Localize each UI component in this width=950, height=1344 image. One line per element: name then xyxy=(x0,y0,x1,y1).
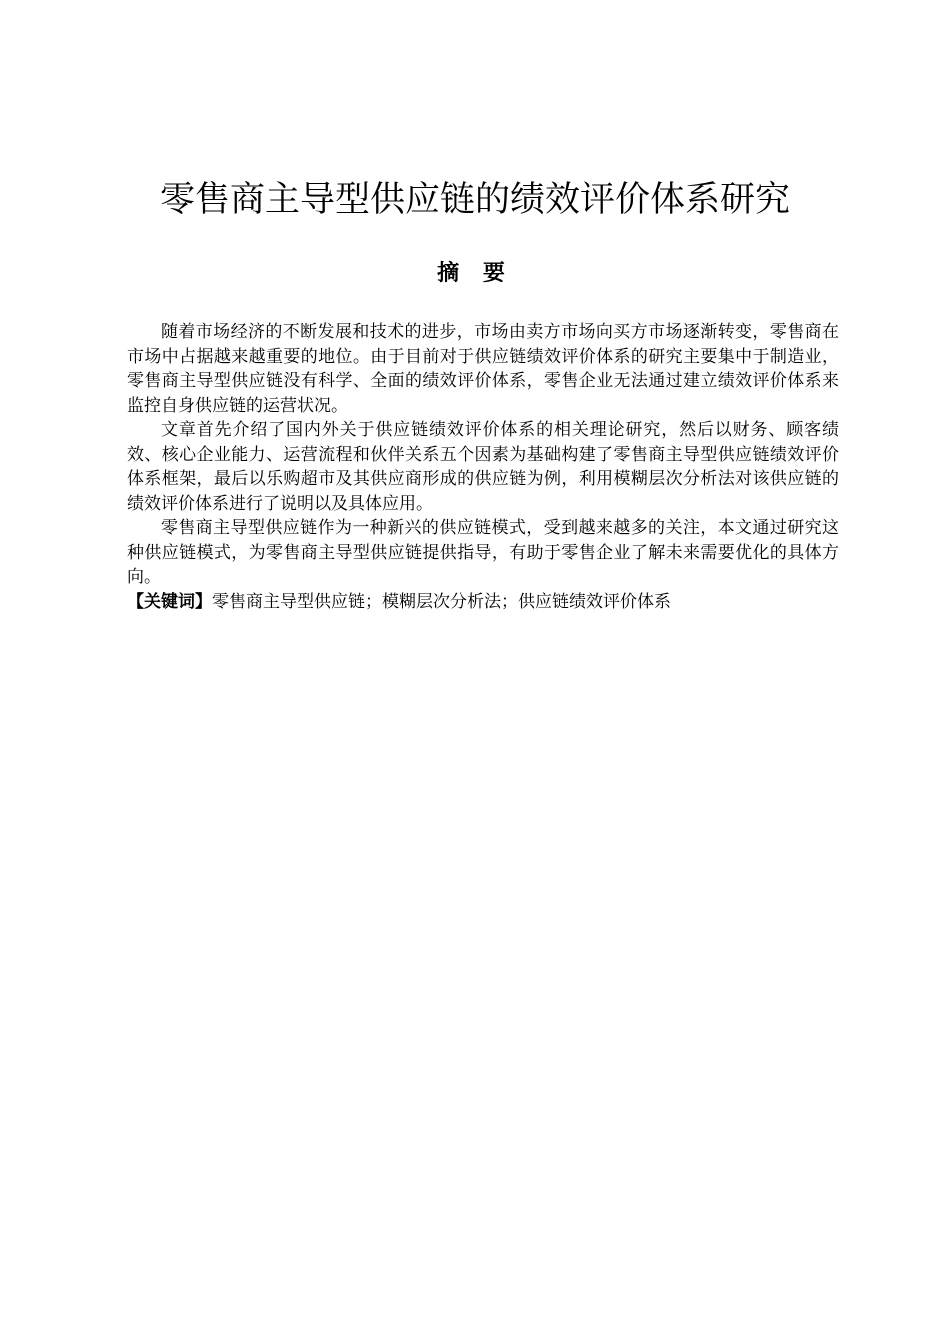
keywords-text: 零售商主导型供应链；模糊层次分析法；供应链绩效评价体系 xyxy=(212,591,671,612)
abstract-paragraph: 零售商主导型供应链作为一种新兴的供应链模式，受到越来越多的关注，本文通过研究这种供应链模式，为零售商主导型供应链提供指导，有助于零售企业了解未来需要优化的具体方向。 xyxy=(127,518,839,587)
keywords-label: 【关键词】 xyxy=(127,591,212,612)
keywords-line xyxy=(127,590,839,615)
document-title: 零售商主导型供应链的绩效评价体系研究 xyxy=(159,180,790,220)
abstract-paragraph: 文章首先介绍了国内外关于供应链绩效评价体系的相关理论研究，然后以财务、顾客绩效、核心企业能力、运营流程和伙伴关系五个因素为基础构建了零售商主导型供应链绩效评价体系框架，最后以乐购超市及其供应商形成的供应链为例，利用模糊层次分析法对该供应链的绩效评价体系进行了说明以及具体应用。 xyxy=(127,420,839,514)
abstract-body xyxy=(127,320,839,614)
abstract-heading: 摘 要 xyxy=(437,261,513,286)
abstract-paragraph: 随着市场经济的不断发展和技术的进步，市场由卖方市场向买方市场逐渐转变，零售商在市场中占据越来越重要的地位。由于目前对于供应链绩效评价体系的研究主要集中于制造业，零售商主导型供应链没有科学、全面的绩效评价体系，零售企业无法通过建立绩效评价体系来监控自身供应链的运营状况。 xyxy=(127,322,839,416)
